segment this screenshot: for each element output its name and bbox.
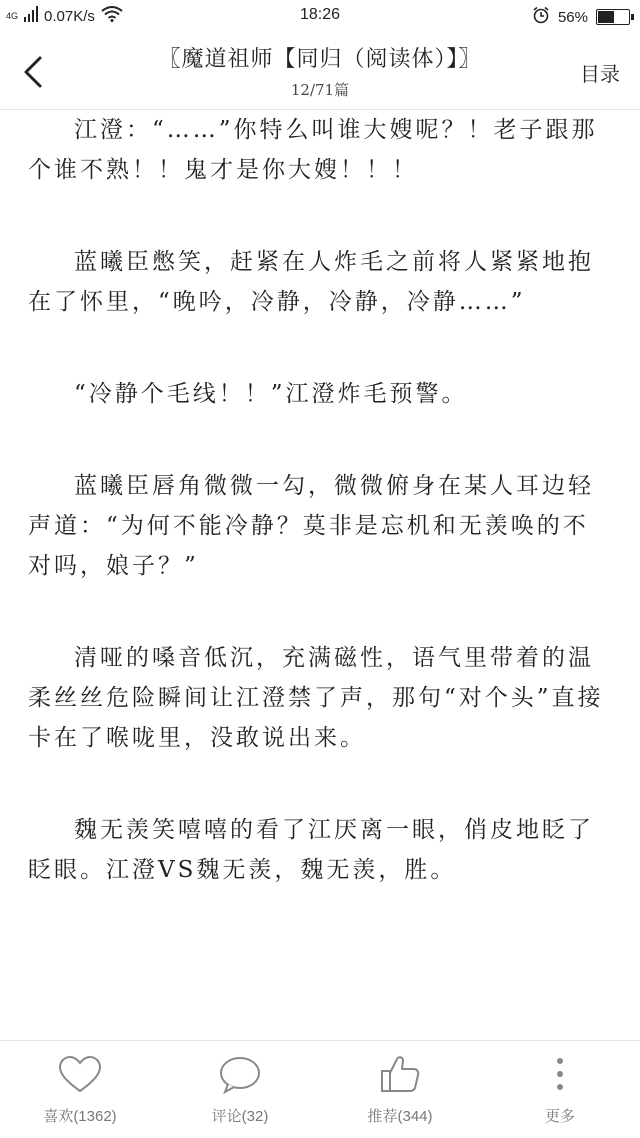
chapter-progress: 12/71篇 xyxy=(290,81,350,99)
paragraph: 清哑的嗓音低沉，充满磁性，语气里带着的温柔丝丝危险瞬间让江澄禁了声，那句“对个头”直接卡在了喉咙里，没敢说出来。 xyxy=(28,645,604,751)
speech-bubble-icon xyxy=(218,1055,262,1095)
recommend-label: 推荐(344) xyxy=(367,1108,433,1125)
battery-fill xyxy=(598,11,614,23)
paragraph: “冷静个毛线！！”江澄炸毛预警。 xyxy=(74,381,468,407)
heart-icon xyxy=(58,1055,102,1095)
paragraph: 蓝曦臣憋笑，赶紧在人炸毛之前将人紧紧地抱在了怀里，“晚吟，冷静，冷静，冷静……” xyxy=(28,249,594,315)
paragraph: 江澄：“……”你特么叫谁大嫂呢？！老子跟那个谁不熟！！鬼才是你大嫂！！！ xyxy=(28,117,598,183)
vertical-dots-icon xyxy=(538,1055,582,1095)
comment-label: 评论(32) xyxy=(211,1108,269,1125)
comment-button[interactable] xyxy=(180,1055,300,1126)
chevron-left-icon xyxy=(18,52,54,92)
reading-content xyxy=(28,110,614,1040)
paragraph: 蓝曦臣唇角微微一勾，微微俯身在某人耳边轻声道：“为何不能冷静？莫非是忘机和无羡唤的不对吗，娘子？” xyxy=(28,473,594,579)
toc-button[interactable]: 目录 xyxy=(580,62,620,86)
back-button[interactable] xyxy=(18,52,54,92)
battery-percent: 56% xyxy=(557,8,588,26)
alarm-icon xyxy=(532,6,550,28)
status-right xyxy=(532,6,630,28)
recommend-button[interactable] xyxy=(340,1055,460,1126)
clock: 18:26 xyxy=(299,6,341,23)
like-button[interactable] xyxy=(20,1055,140,1126)
network-speed: 0.07K/s xyxy=(44,7,95,25)
paragraph: 魏无羡笑嘻嘻的看了江厌离一眼，俏皮地眨了眨眼。江澄VS魏无羡，魏无羡，胜。 xyxy=(28,817,594,883)
reader-header xyxy=(0,34,640,110)
bottom-action-bar xyxy=(0,1040,640,1138)
book-title: 〖魔道祖师【同归（阅读体）】〗 xyxy=(158,47,482,72)
battery-icon xyxy=(596,9,630,25)
title-block xyxy=(90,42,550,100)
status-bar xyxy=(0,0,640,34)
like-label: 喜欢(1362) xyxy=(43,1108,117,1125)
network-type: 4G xyxy=(6,10,19,21)
thumbs-up-icon xyxy=(378,1055,422,1095)
more-button[interactable] xyxy=(500,1055,620,1126)
more-label: 更多 xyxy=(544,1108,575,1125)
